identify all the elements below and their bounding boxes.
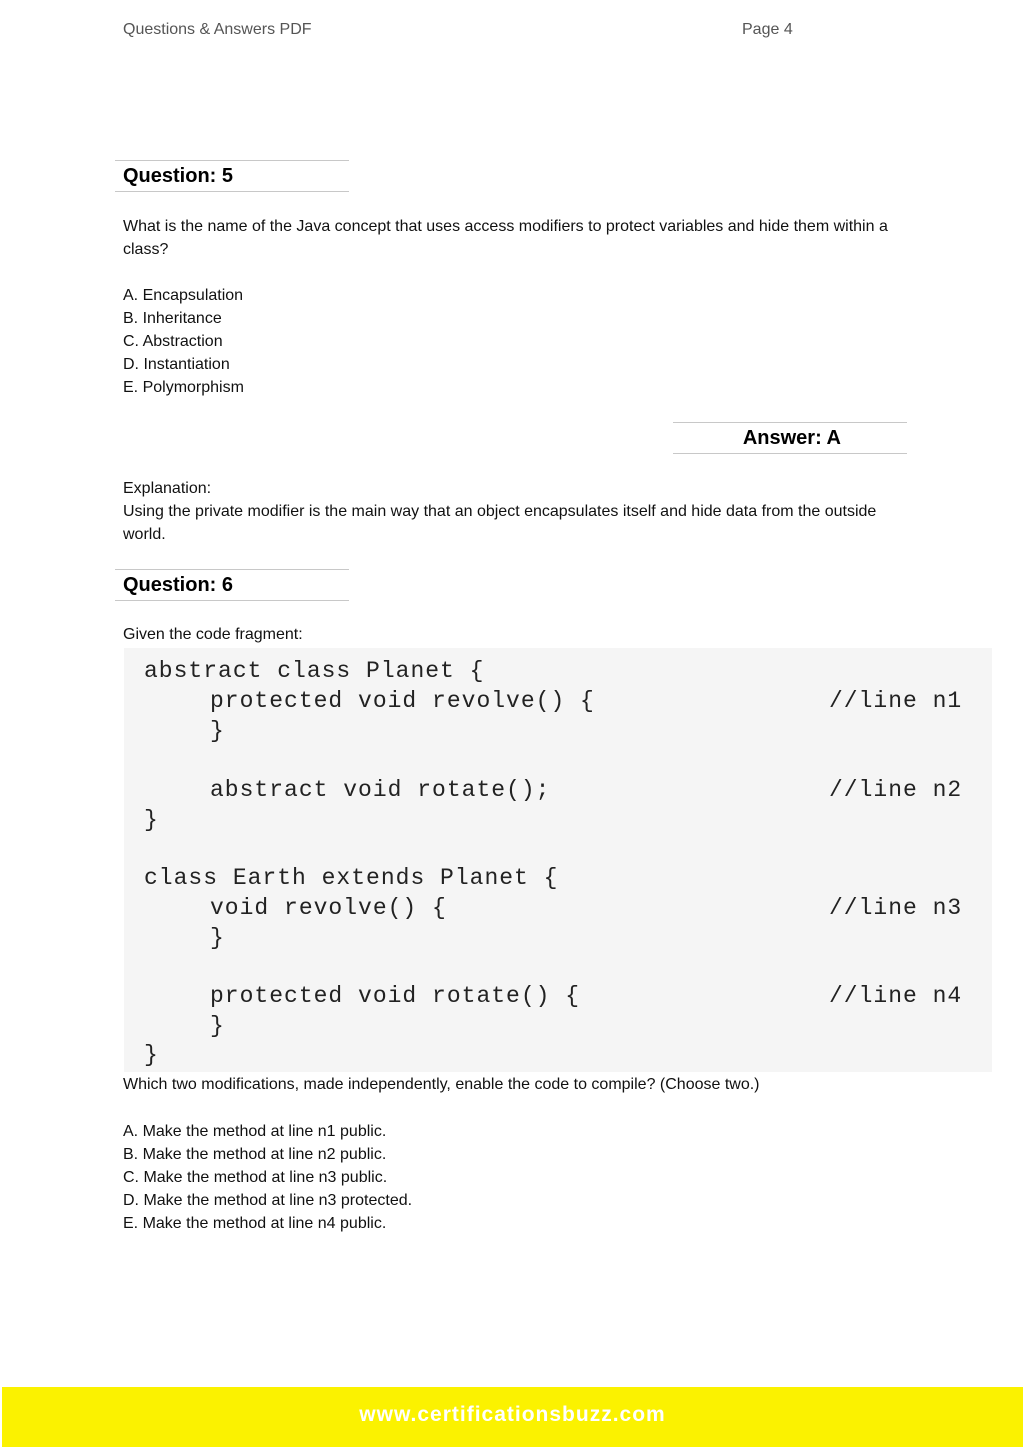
document-header-title: Questions & Answers PDF: [123, 21, 312, 38]
option-e: E. Make the method at line n4 public.: [123, 1215, 387, 1232]
code-line: }: [210, 718, 225, 744]
code-line: }: [144, 807, 159, 833]
option-a: A. Make the method at line n1 public.: [123, 1123, 387, 1140]
code-comment: //line n1: [829, 688, 963, 714]
answer-label: Answer: A: [742, 427, 841, 449]
answer-box: [673, 422, 907, 454]
footer-url[interactable]: www.certificationsbuzz.com: [359, 1403, 666, 1426]
code-line: class Earth extends Planet {: [144, 865, 559, 891]
question-5-heading-box: [115, 160, 349, 192]
question-6-text: Which two modifications, made independently, enable the code to compile? (Choose two.): [123, 1076, 760, 1093]
option-c: C. Make the method at line n3 public.: [123, 1169, 388, 1186]
question-5-options: [123, 284, 244, 399]
question-6-options: [123, 1120, 412, 1235]
option-c: C. Abstraction: [123, 333, 223, 350]
option-e: E. Polymorphism: [123, 379, 244, 396]
code-line: void revolve() {: [210, 895, 447, 921]
question-6-heading-box: [115, 569, 349, 601]
explanation-text: Using the private modifier is the main way that an object encapsulates itself and hide data from the outside world.: [123, 503, 877, 543]
question-6-heading: Question: 6: [123, 574, 234, 596]
question-5-text: What is the name of the Java concept that uses access modifiers to protect variables and hide them within a class?: [123, 218, 888, 258]
code-line: }: [210, 1013, 225, 1039]
option-b: B. Inheritance: [123, 310, 222, 327]
code-line: abstract class Planet {: [144, 658, 485, 684]
code-comment: //line n4: [829, 983, 963, 1009]
code-line: }: [144, 1042, 159, 1068]
code-comment: //line n2: [829, 777, 963, 803]
question-6-intro: Given the code fragment:: [123, 626, 303, 643]
footer-banner: [2, 1387, 1023, 1447]
question-5-heading: Question: 5: [123, 165, 234, 187]
code-line: }: [210, 925, 225, 951]
page-number: Page 4: [742, 21, 793, 38]
option-d: D. Instantiation: [123, 356, 230, 373]
option-b: B. Make the method at line n2 public.: [123, 1146, 387, 1163]
code-line: protected void revolve() {: [210, 688, 595, 714]
code-fragment-image: [124, 648, 992, 1072]
code-line: abstract void rotate();: [210, 777, 551, 803]
explanation-label: Explanation:: [123, 480, 212, 497]
code-comment: //line n3: [829, 895, 963, 921]
option-a: A. Encapsulation: [123, 287, 244, 304]
code-line: protected void rotate() {: [210, 983, 581, 1009]
option-d: D. Make the method at line n3 protected.: [123, 1192, 413, 1209]
